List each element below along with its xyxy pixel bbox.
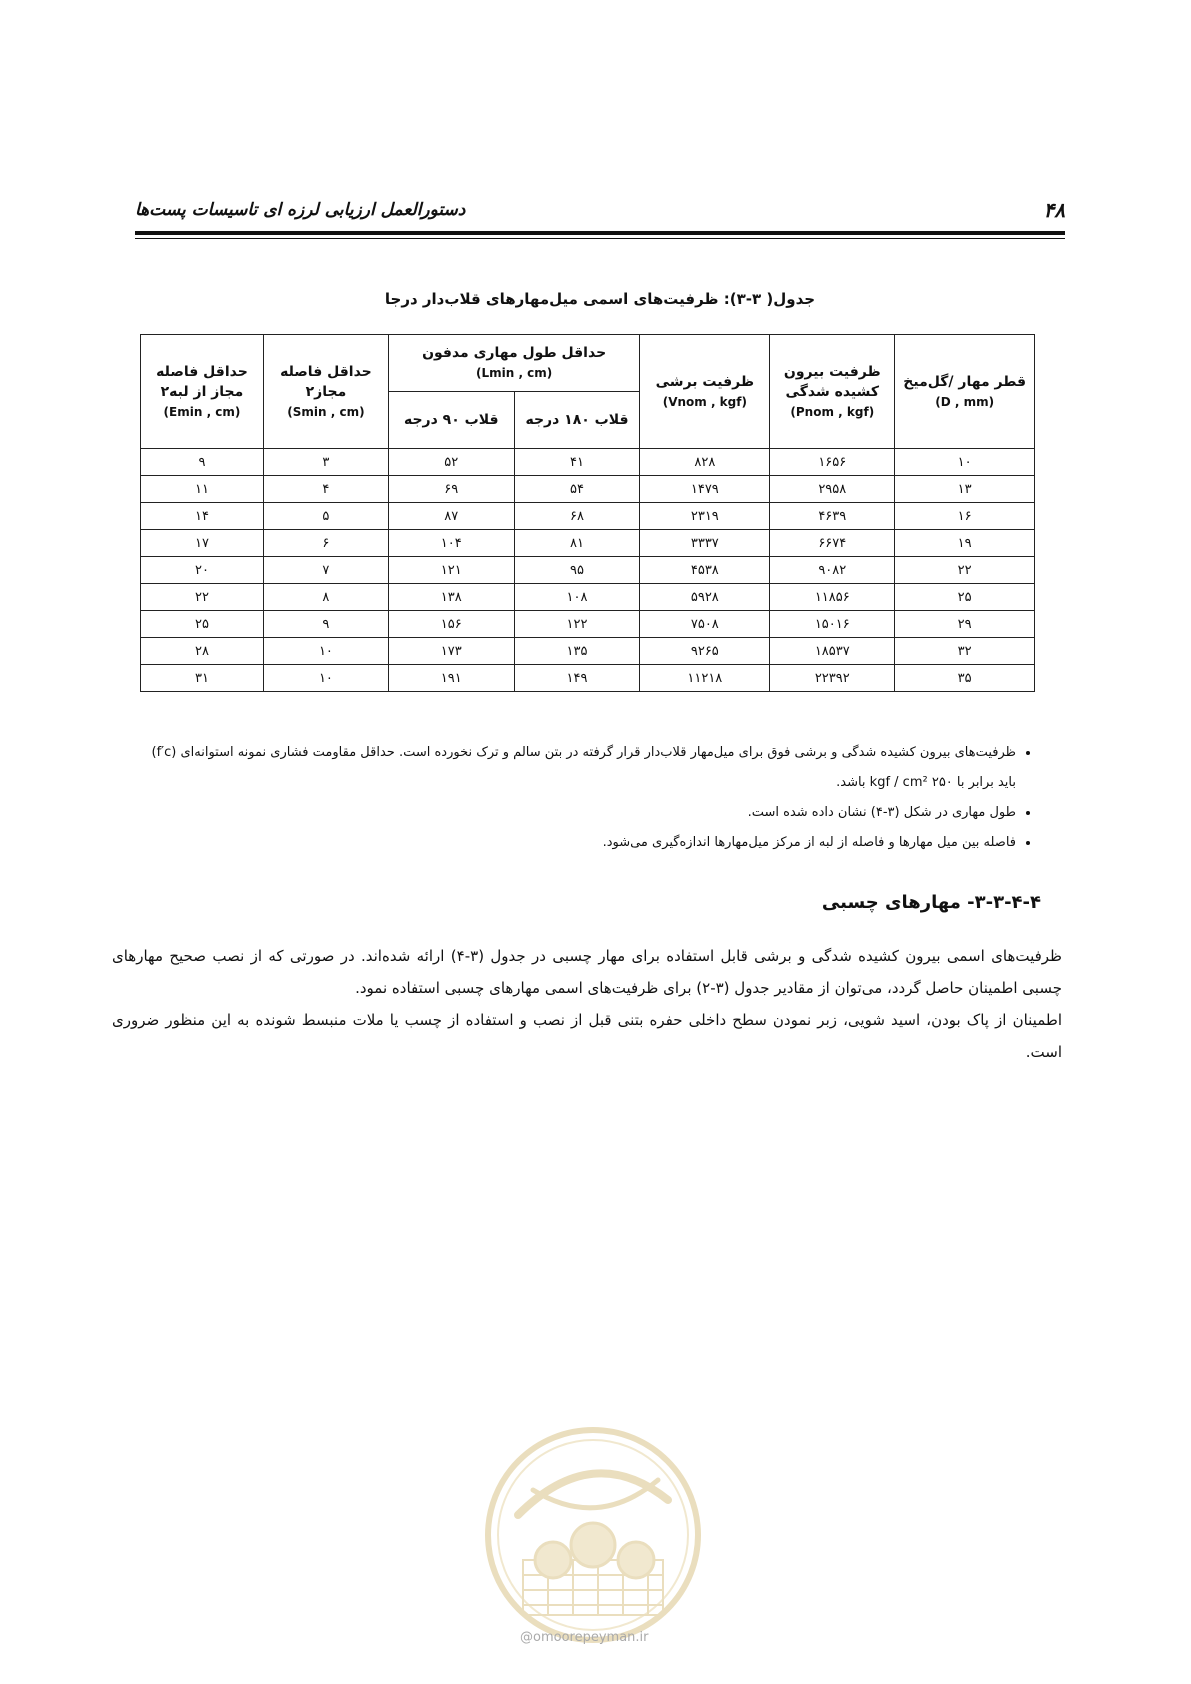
table-cell: ۱۷۳: [388, 638, 514, 665]
table-cell: ۱۳۵: [514, 638, 640, 665]
table-body: [141, 449, 1035, 692]
table-cell: ۱۲۲: [514, 611, 640, 638]
table-cell: ۸۲۸: [640, 449, 770, 476]
table-cell: ۵۲: [388, 449, 514, 476]
table-cell: ۲۵: [895, 584, 1035, 611]
page-header: [135, 198, 1065, 226]
table-cell: ۴۶۳۹: [770, 503, 895, 530]
header-hook180: قلاب ۱۸۰ درجه: [514, 392, 640, 449]
table-notes: [135, 738, 1040, 858]
watermark-logo-icon: [478, 1420, 708, 1650]
table-cell: ۱۰۴: [388, 530, 514, 557]
table-cell: ۱۰۸: [514, 584, 640, 611]
table-cell: ۹۰۸۲: [770, 557, 895, 584]
table-cell: ۳۱: [141, 665, 264, 692]
table-cell: ۳۵: [895, 665, 1035, 692]
table-cell: ۶: [263, 530, 388, 557]
header-tension: ظرفیت بیرون کشیده شدگی (Pnom , kgf): [770, 335, 895, 449]
table-cell: ۱۶۵۶: [770, 449, 895, 476]
table-cell: ۴: [263, 476, 388, 503]
table-cell: ۶۶۷۴: [770, 530, 895, 557]
table-cell: ۹: [263, 611, 388, 638]
table-cell: ۳: [263, 449, 388, 476]
table-cell: ۱۰: [263, 638, 388, 665]
table-cell: ۱۲۱: [388, 557, 514, 584]
table-cell: ۷۵۰۸: [640, 611, 770, 638]
note-item: • طول مهاری در شکل (۳-۴) نشان داده شده است.: [135, 798, 1016, 828]
table-cell: ۹۵: [514, 557, 640, 584]
header-edge: حداقل فاصله مجاز از لبه۲ (Emin , cm): [141, 335, 264, 449]
table-cell: ۴۱: [514, 449, 640, 476]
page-number: ۴۸: [1043, 198, 1065, 222]
table-row: [141, 503, 1035, 530]
table-cell: ۱۴۷۹: [640, 476, 770, 503]
table-cell: ۲۸: [141, 638, 264, 665]
table-cell: ۱۱۸۵۶: [770, 584, 895, 611]
table-cell: ۲۵: [141, 611, 264, 638]
body-text: [112, 940, 1062, 1068]
table-cell: ۱۳۸: [388, 584, 514, 611]
note-item: • ظرفیت‌های بیرون کشیده شدگی و برشی فوق برای میل‌مهار قلاب‌دار قرار گرفته در بتن سالم و ترک نخورده است. حداقل مقاومت فشاری نمونه استوانه‌ای (f′c) باید برابر با ۲۵۰ kgf / cm² باشد.: [135, 738, 1016, 798]
table-cell: ۲۰: [141, 557, 264, 584]
table-cell: ۱۴: [141, 503, 264, 530]
table-cell: ۵: [263, 503, 388, 530]
table-row: [141, 530, 1035, 557]
table-cell: ۶۹: [388, 476, 514, 503]
table-cell: ۵۴: [514, 476, 640, 503]
table-cell: ۶۸: [514, 503, 640, 530]
table-cell: ۹۲۶۵: [640, 638, 770, 665]
table-cell: ۲۹: [895, 611, 1035, 638]
table-row: [141, 611, 1035, 638]
table-cell: ۱۰: [263, 665, 388, 692]
table-cell: ۴۵۳۸: [640, 557, 770, 584]
note-item: • فاصله بین میل مهارها و فاصله از لبه از مرکز میل‌مهارها اندازه‌گیری می‌شود.: [135, 828, 1016, 858]
table-cell: ۷: [263, 557, 388, 584]
table-cell: ۵۹۲۸: [640, 584, 770, 611]
header-hook90: قلاب ۹۰ درجه: [388, 392, 514, 449]
header-shear: ظرفیت برشی (Vnom , kgf): [640, 335, 770, 449]
paragraph: ظرفیت‌های اسمی بیرون کشیده شدگی و برشی قابل استفاده برای مهار چسبی در جدول (۳-۴) ارائه شده‌اند. در صورتی که از نصب صحیح مهارهای چسبی اطمینان حاصل گردد، می‌توان از مقادیر جدول (۳-۲) برای ظرفیت‌های اسمی مهارهای چسبی استفاده نمود.: [112, 947, 1062, 997]
table-cell: ۲۲۳۹۲: [770, 665, 895, 692]
table-caption: جدول( ۳-۳): ظرفیت‌های اسمی میل‌مهارهای قلاب‌دار درجا: [384, 290, 816, 308]
table-cell: ۳۳۳۷: [640, 530, 770, 557]
table-cell: ۱۹: [895, 530, 1035, 557]
table-cell: ۲۹۵۸: [770, 476, 895, 503]
table-cell: ۱۵۶: [388, 611, 514, 638]
header-spacing: حداقل فاصله مجاز۲ (Smin , cm): [263, 335, 388, 449]
table-cell: ۱۱۲۱۸: [640, 665, 770, 692]
table-row: [141, 638, 1035, 665]
table-row: [141, 584, 1035, 611]
table-cell: ۱۸۵۳۷: [770, 638, 895, 665]
header-rule-thick: [135, 231, 1065, 235]
header-rule-thin: [135, 238, 1065, 239]
table-cell: ۱۱: [141, 476, 264, 503]
section-title: ۳-۳-۴-۴- مهارهای چسبی: [821, 892, 1041, 913]
table-cell: ۳۲: [895, 638, 1035, 665]
table-row: [141, 476, 1035, 503]
table-cell: ۱۵۰۱۶: [770, 611, 895, 638]
table-row: [141, 665, 1035, 692]
header-diameter: قطر مهار /گل‌میخ (D , mm): [895, 335, 1035, 449]
running-title: دستورالعمل ارزیابی لرزه ای تاسیسات پست‌ها: [135, 200, 466, 220]
table-cell: ۲۲: [141, 584, 264, 611]
table-cell: ۱۳: [895, 476, 1035, 503]
table-cell: ۹: [141, 449, 264, 476]
table-cell: ۲۲: [895, 557, 1035, 584]
table-cell: ۱۴۹: [514, 665, 640, 692]
header-embed: حداقل طول مهاری مدفون (Lmin , cm): [388, 335, 640, 392]
table-row: [141, 557, 1035, 584]
paragraph: اطمینان از پاک بودن، اسید شویی، زبر نمودن سطح داخلی حفره بتنی قبل از نصب و استفاده از چسب یا ملات منبسط شونده به این منظور ضروری است.: [112, 1011, 1062, 1061]
capacity-table: [140, 334, 1035, 692]
table-cell: ۱۹۱: [388, 665, 514, 692]
table-cell: ۸۱: [514, 530, 640, 557]
table-cell: ۸۷: [388, 503, 514, 530]
table-row: [141, 449, 1035, 476]
table-cell: ۱۶: [895, 503, 1035, 530]
watermark-url: @omoorepeyman.ir: [520, 1630, 649, 1645]
table-cell: ۱۰: [895, 449, 1035, 476]
table-cell: ۱۷: [141, 530, 264, 557]
table-cell: ۲۳۱۹: [640, 503, 770, 530]
table-cell: ۸: [263, 584, 388, 611]
